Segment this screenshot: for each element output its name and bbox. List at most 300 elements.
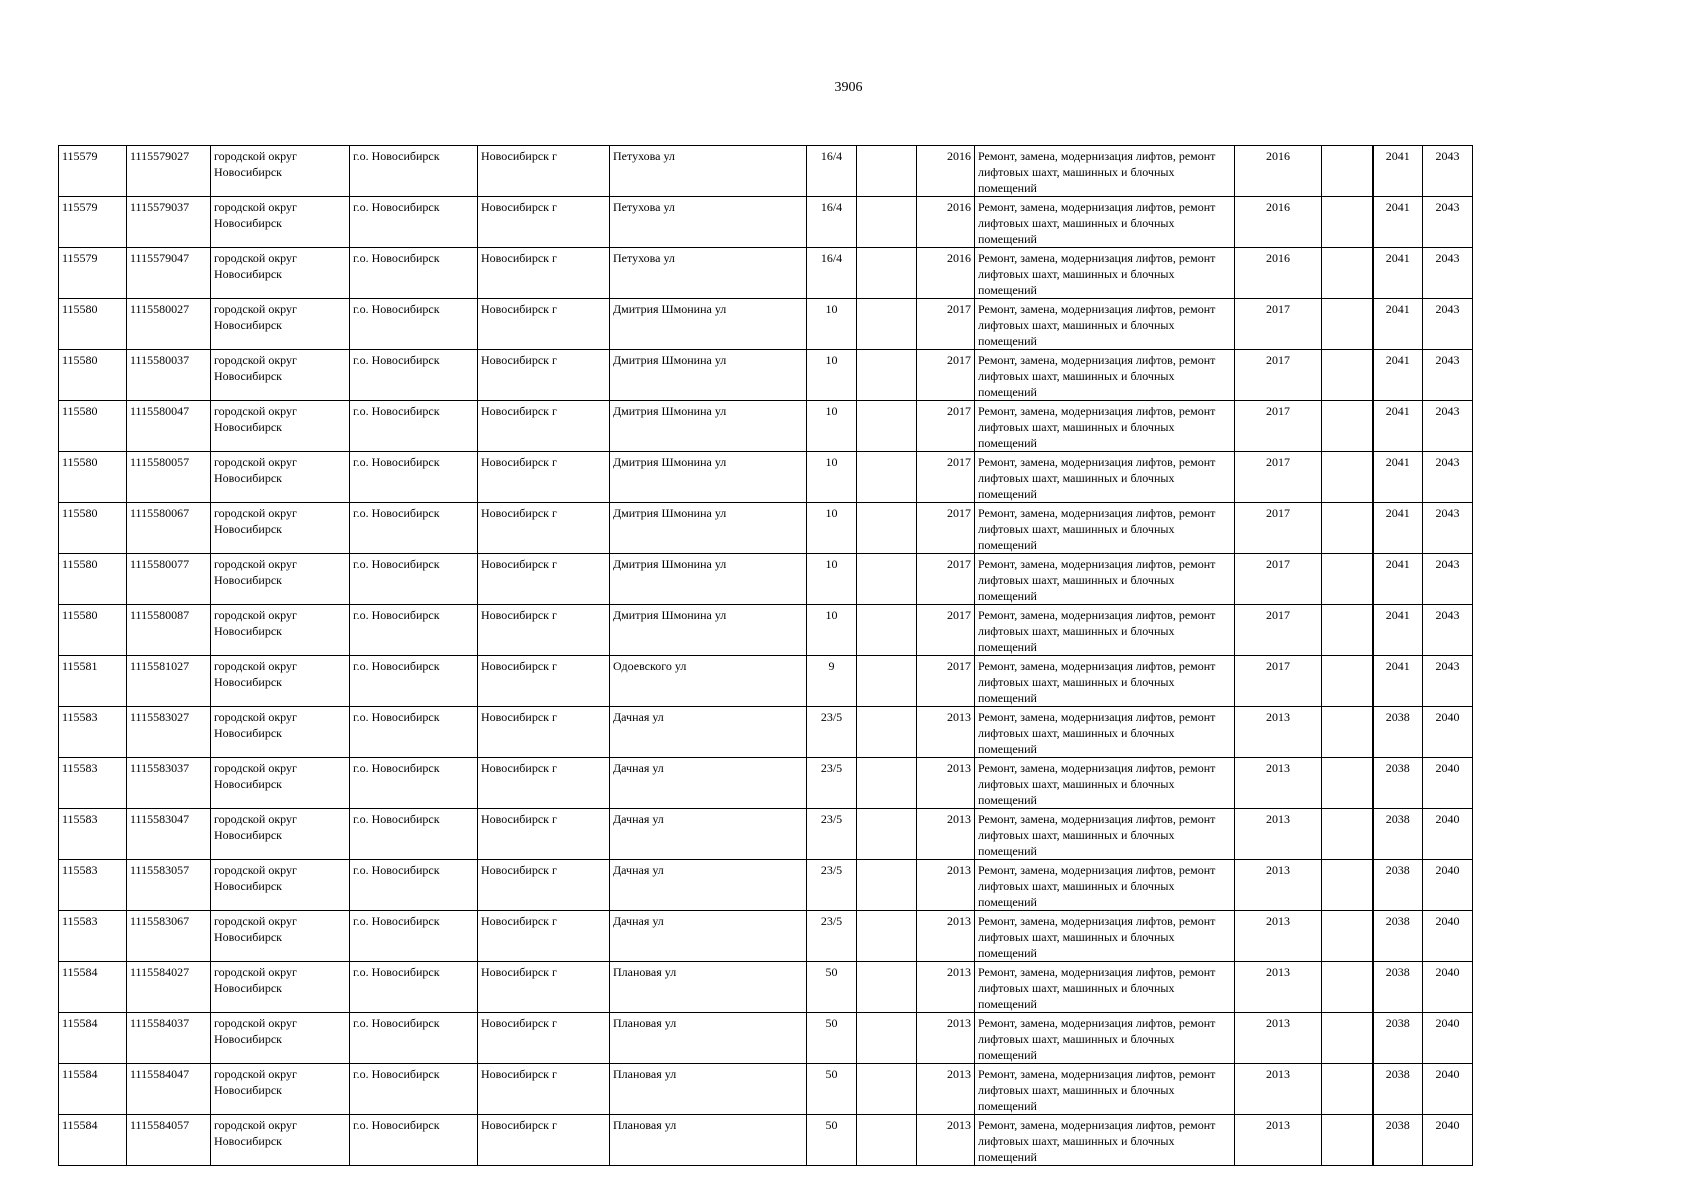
- cell-municipality: г.о. Новосибирск: [350, 1013, 478, 1064]
- cell-street: Плановая ул: [610, 1013, 807, 1064]
- cell-id: 115580: [59, 401, 127, 452]
- table-row: [59, 911, 1473, 962]
- cell-district: городской округ Новосибирск: [211, 1115, 350, 1166]
- cell-year-built: 2013: [917, 1064, 975, 1115]
- cell-district: городской округ Новосибирск: [211, 248, 350, 299]
- cell-id: 115580: [59, 350, 127, 401]
- cell-code: 1115579047: [127, 248, 211, 299]
- cell-id: 115580: [59, 503, 127, 554]
- table-row: [59, 809, 1473, 860]
- cell-house: 23/5: [807, 860, 857, 911]
- cell-work-type: Ремонт, замена, модернизация лифтов, ремонт лифтовых шахт, машинных и блочных помещений: [975, 452, 1235, 503]
- cell-id: 115583: [59, 758, 127, 809]
- cell-blank: [1322, 605, 1373, 656]
- cell-year-last: 2013: [1235, 860, 1322, 911]
- cell-year-last: 2017: [1235, 605, 1322, 656]
- cell-street: Одоевского ул: [610, 656, 807, 707]
- table-row: [59, 1064, 1473, 1115]
- cell-house: 10: [807, 503, 857, 554]
- cell-street: Дачная ул: [610, 911, 807, 962]
- cell-year-last: 2017: [1235, 656, 1322, 707]
- cell-municipality: г.о. Новосибирск: [350, 503, 478, 554]
- cell-street: Дмитрия Шмонина ул: [610, 452, 807, 503]
- cell-blank: [1322, 350, 1373, 401]
- cell-year-from: 2038: [1373, 809, 1423, 860]
- cell-district: городской округ Новосибирск: [211, 503, 350, 554]
- cell-code: 1115580057: [127, 452, 211, 503]
- cell-year-last: 2013: [1235, 758, 1322, 809]
- cell-blank: [1322, 146, 1373, 197]
- cell-municipality: г.о. Новосибирск: [350, 248, 478, 299]
- cell-house: 50: [807, 1115, 857, 1166]
- cell-year-to: 2043: [1423, 656, 1473, 707]
- cell-city: Новосибирск г: [478, 503, 610, 554]
- cell-blank: [1322, 656, 1373, 707]
- cell-house: 10: [807, 401, 857, 452]
- cell-house: 50: [807, 1064, 857, 1115]
- cell-year-last: 2013: [1235, 1013, 1322, 1064]
- cell-year-built: 2013: [917, 860, 975, 911]
- cell-house: 23/5: [807, 911, 857, 962]
- cell-extra: [857, 707, 917, 758]
- cell-city: Новосибирск г: [478, 350, 610, 401]
- cell-code: 1115580077: [127, 554, 211, 605]
- cell-district: городской округ Новосибирск: [211, 860, 350, 911]
- cell-extra: [857, 299, 917, 350]
- cell-code: 1115579037: [127, 197, 211, 248]
- cell-city: Новосибирск г: [478, 299, 610, 350]
- cell-street: Дачная ул: [610, 809, 807, 860]
- cell-id: 115583: [59, 911, 127, 962]
- table-row: [59, 1115, 1473, 1166]
- cell-house: 23/5: [807, 707, 857, 758]
- cell-blank: [1322, 1064, 1373, 1115]
- cell-code: 1115584057: [127, 1115, 211, 1166]
- cell-year-last: 2016: [1235, 197, 1322, 248]
- table-row: [59, 962, 1473, 1013]
- table-body: [59, 146, 1473, 1166]
- cell-id: 115583: [59, 809, 127, 860]
- cell-district: городской округ Новосибирск: [211, 809, 350, 860]
- cell-code: 1115584027: [127, 962, 211, 1013]
- cell-district: городской округ Новосибирск: [211, 401, 350, 452]
- cell-extra: [857, 452, 917, 503]
- cell-year-from: 2041: [1373, 248, 1423, 299]
- cell-extra: [857, 1064, 917, 1115]
- cell-district: городской округ Новосибирск: [211, 146, 350, 197]
- cell-extra: [857, 503, 917, 554]
- cell-blank: [1322, 248, 1373, 299]
- cell-street: Дмитрия Шмонина ул: [610, 350, 807, 401]
- cell-year-from: 2041: [1373, 197, 1423, 248]
- cell-municipality: г.о. Новосибирск: [350, 758, 478, 809]
- cell-id: 115580: [59, 299, 127, 350]
- cell-year-built: 2016: [917, 197, 975, 248]
- cell-municipality: г.о. Новосибирск: [350, 707, 478, 758]
- table-row: [59, 605, 1473, 656]
- cell-year-built: 2017: [917, 401, 975, 452]
- cell-year-last: 2017: [1235, 401, 1322, 452]
- cell-municipality: г.о. Новосибирск: [350, 350, 478, 401]
- cell-year-from: 2038: [1373, 860, 1423, 911]
- cell-year-to: 2040: [1423, 911, 1473, 962]
- cell-house: 50: [807, 962, 857, 1013]
- cell-blank: [1322, 1013, 1373, 1064]
- cell-year-from: 2041: [1373, 350, 1423, 401]
- cell-blank: [1322, 707, 1373, 758]
- cell-year-from: 2038: [1373, 1115, 1423, 1166]
- cell-street: Дачная ул: [610, 707, 807, 758]
- cell-blank: [1322, 197, 1373, 248]
- table-row: [59, 248, 1473, 299]
- cell-house: 10: [807, 299, 857, 350]
- cell-blank: [1322, 962, 1373, 1013]
- cell-city: Новосибирск г: [478, 1115, 610, 1166]
- cell-year-to: 2043: [1423, 401, 1473, 452]
- cell-work-type: Ремонт, замена, модернизация лифтов, ремонт лифтовых шахт, машинных и блочных помещений: [975, 605, 1235, 656]
- cell-house: 16/4: [807, 197, 857, 248]
- cell-year-last: 2017: [1235, 350, 1322, 401]
- cell-work-type: Ремонт, замена, модернизация лифтов, ремонт лифтовых шахт, машинных и блочных помещений: [975, 503, 1235, 554]
- cell-code: 1115580087: [127, 605, 211, 656]
- cell-year-built: 2013: [917, 809, 975, 860]
- table-row: [59, 758, 1473, 809]
- cell-house: 50: [807, 1013, 857, 1064]
- cell-year-to: 2043: [1423, 299, 1473, 350]
- cell-year-from: 2041: [1373, 554, 1423, 605]
- cell-code: 1115584047: [127, 1064, 211, 1115]
- cell-work-type: Ремонт, замена, модернизация лифтов, ремонт лифтовых шахт, машинных и блочных помещений: [975, 248, 1235, 299]
- cell-year-last: 2013: [1235, 911, 1322, 962]
- cell-municipality: г.о. Новосибирск: [350, 860, 478, 911]
- cell-municipality: г.о. Новосибирск: [350, 962, 478, 1013]
- cell-year-to: 2040: [1423, 1013, 1473, 1064]
- cell-extra: [857, 146, 917, 197]
- cell-street: Дачная ул: [610, 860, 807, 911]
- cell-city: Новосибирск г: [478, 707, 610, 758]
- cell-street: Плановая ул: [610, 1064, 807, 1115]
- cell-work-type: Ремонт, замена, модернизация лифтов, ремонт лифтовых шахт, машинных и блочных помещений: [975, 707, 1235, 758]
- cell-year-built: 2013: [917, 1115, 975, 1166]
- cell-municipality: г.о. Новосибирск: [350, 809, 478, 860]
- cell-year-to: 2040: [1423, 962, 1473, 1013]
- cell-year-last: 2013: [1235, 962, 1322, 1013]
- cell-year-from: 2041: [1373, 503, 1423, 554]
- cell-id: 115580: [59, 452, 127, 503]
- cell-year-to: 2040: [1423, 707, 1473, 758]
- cell-code: 1115583037: [127, 758, 211, 809]
- cell-extra: [857, 656, 917, 707]
- cell-work-type: Ремонт, замена, модернизация лифтов, ремонт лифтовых шахт, машинных и блочных помещений: [975, 911, 1235, 962]
- cell-district: городской округ Новосибирск: [211, 1064, 350, 1115]
- cell-work-type: Ремонт, замена, модернизация лифтов, ремонт лифтовых шахт, машинных и блочных помещений: [975, 350, 1235, 401]
- cell-year-to: 2043: [1423, 197, 1473, 248]
- cell-work-type: Ремонт, замена, модернизация лифтов, ремонт лифтовых шахт, машинных и блочных помещений: [975, 1115, 1235, 1166]
- cell-house: 10: [807, 605, 857, 656]
- cell-year-to: 2043: [1423, 452, 1473, 503]
- cell-id: 115583: [59, 707, 127, 758]
- cell-year-built: 2017: [917, 452, 975, 503]
- cell-extra: [857, 554, 917, 605]
- cell-city: Новосибирск г: [478, 656, 610, 707]
- cell-city: Новосибирск г: [478, 962, 610, 1013]
- cell-extra: [857, 401, 917, 452]
- cell-id: 115580: [59, 554, 127, 605]
- cell-city: Новосибирск г: [478, 1013, 610, 1064]
- cell-year-built: 2013: [917, 1013, 975, 1064]
- cell-year-to: 2040: [1423, 1115, 1473, 1166]
- cell-code: 1115580047: [127, 401, 211, 452]
- cell-year-built: 2017: [917, 554, 975, 605]
- cell-year-last: 2017: [1235, 554, 1322, 605]
- cell-year-to: 2040: [1423, 860, 1473, 911]
- cell-city: Новосибирск г: [478, 197, 610, 248]
- cell-work-type: Ремонт, замена, модернизация лифтов, ремонт лифтовых шахт, машинных и блочных помещений: [975, 146, 1235, 197]
- cell-house: 9: [807, 656, 857, 707]
- cell-street: Дачная ул: [610, 758, 807, 809]
- cell-id: 115581: [59, 656, 127, 707]
- cell-code: 1115583027: [127, 707, 211, 758]
- cell-city: Новосибирск г: [478, 809, 610, 860]
- cell-municipality: г.о. Новосибирск: [350, 1064, 478, 1115]
- cell-blank: [1322, 809, 1373, 860]
- cell-blank: [1322, 758, 1373, 809]
- cell-work-type: Ремонт, замена, модернизация лифтов, ремонт лифтовых шахт, машинных и блочных помещений: [975, 758, 1235, 809]
- table-row: [59, 452, 1473, 503]
- cell-street: Петухова ул: [610, 197, 807, 248]
- cell-blank: [1322, 554, 1373, 605]
- cell-year-built: 2017: [917, 605, 975, 656]
- cell-municipality: г.о. Новосибирск: [350, 401, 478, 452]
- cell-year-built: 2017: [917, 656, 975, 707]
- cell-blank: [1322, 299, 1373, 350]
- cell-district: городской округ Новосибирск: [211, 911, 350, 962]
- cell-municipality: г.о. Новосибирск: [350, 452, 478, 503]
- table-row: [59, 707, 1473, 758]
- cell-id: 115579: [59, 146, 127, 197]
- cell-extra: [857, 350, 917, 401]
- cell-year-to: 2040: [1423, 1064, 1473, 1115]
- cell-blank: [1322, 503, 1373, 554]
- table-row: [59, 350, 1473, 401]
- table-row: [59, 503, 1473, 554]
- cell-street: Дмитрия Шмонина ул: [610, 401, 807, 452]
- cell-municipality: г.о. Новосибирск: [350, 554, 478, 605]
- cell-extra: [857, 809, 917, 860]
- cell-city: Новосибирск г: [478, 605, 610, 656]
- cell-work-type: Ремонт, замена, модернизация лифтов, ремонт лифтовых шахт, машинных и блочных помещений: [975, 860, 1235, 911]
- table-row: [59, 860, 1473, 911]
- cell-year-from: 2038: [1373, 1013, 1423, 1064]
- cell-city: Новосибирск г: [478, 452, 610, 503]
- cell-year-last: 2017: [1235, 452, 1322, 503]
- cell-municipality: г.о. Новосибирск: [350, 1115, 478, 1166]
- cell-year-from: 2041: [1373, 605, 1423, 656]
- cell-year-built: 2013: [917, 707, 975, 758]
- cell-year-last: 2013: [1235, 707, 1322, 758]
- cell-city: Новосибирск г: [478, 758, 610, 809]
- cell-city: Новосибирск г: [478, 554, 610, 605]
- cell-year-built: 2013: [917, 758, 975, 809]
- cell-street: Дмитрия Шмонина ул: [610, 554, 807, 605]
- cell-city: Новосибирск г: [478, 911, 610, 962]
- cell-year-last: 2016: [1235, 248, 1322, 299]
- cell-street: Дмитрия Шмонина ул: [610, 503, 807, 554]
- cell-year-from: 2038: [1373, 911, 1423, 962]
- cell-house: 23/5: [807, 809, 857, 860]
- cell-code: 1115580067: [127, 503, 211, 554]
- cell-district: городской округ Новосибирск: [211, 962, 350, 1013]
- cell-house: 10: [807, 350, 857, 401]
- cell-work-type: Ремонт, замена, модернизация лифтов, ремонт лифтовых шахт, машинных и блочных помещений: [975, 554, 1235, 605]
- cell-year-to: 2043: [1423, 554, 1473, 605]
- cell-year-built: 2017: [917, 503, 975, 554]
- table-row: [59, 1013, 1473, 1064]
- cell-year-from: 2038: [1373, 707, 1423, 758]
- cell-municipality: г.о. Новосибирск: [350, 656, 478, 707]
- cell-work-type: Ремонт, замена, модернизация лифтов, ремонт лифтовых шахт, машинных и блочных помещений: [975, 299, 1235, 350]
- cell-code: 1115584037: [127, 1013, 211, 1064]
- cell-year-last: 2016: [1235, 146, 1322, 197]
- cell-year-from: 2038: [1373, 1064, 1423, 1115]
- cell-district: городской округ Новосибирск: [211, 350, 350, 401]
- cell-district: городской округ Новосибирск: [211, 554, 350, 605]
- cell-house: 16/4: [807, 146, 857, 197]
- cell-year-to: 2043: [1423, 503, 1473, 554]
- cell-year-from: 2038: [1373, 758, 1423, 809]
- cell-year-last: 2017: [1235, 299, 1322, 350]
- cell-work-type: Ремонт, замена, модернизация лифтов, ремонт лифтовых шахт, машинных и блочных помещений: [975, 197, 1235, 248]
- cell-extra: [857, 248, 917, 299]
- cell-year-from: 2041: [1373, 299, 1423, 350]
- cell-district: городской округ Новосибирск: [211, 707, 350, 758]
- cell-year-from: 2041: [1373, 401, 1423, 452]
- cell-city: Новосибирск г: [478, 146, 610, 197]
- cell-extra: [857, 911, 917, 962]
- cell-street: Петухова ул: [610, 248, 807, 299]
- cell-year-last: 2017: [1235, 503, 1322, 554]
- cell-year-to: 2043: [1423, 146, 1473, 197]
- cell-year-built: 2016: [917, 146, 975, 197]
- cell-id: 115583: [59, 860, 127, 911]
- cell-id: 115580: [59, 605, 127, 656]
- cell-district: городской округ Новосибирск: [211, 197, 350, 248]
- cell-street: Петухова ул: [610, 146, 807, 197]
- cell-year-from: 2041: [1373, 146, 1423, 197]
- cell-district: городской округ Новосибирск: [211, 452, 350, 503]
- cell-id: 115584: [59, 1013, 127, 1064]
- cell-work-type: Ремонт, замена, модернизация лифтов, ремонт лифтовых шахт, машинных и блочных помещений: [975, 1013, 1235, 1064]
- cell-extra: [857, 860, 917, 911]
- cell-id: 115584: [59, 1064, 127, 1115]
- cell-district: городской округ Новосибирск: [211, 758, 350, 809]
- cell-street: Дмитрия Шмонина ул: [610, 605, 807, 656]
- cell-blank: [1322, 911, 1373, 962]
- cell-blank: [1322, 452, 1373, 503]
- cell-code: 1115579027: [127, 146, 211, 197]
- cell-house: 23/5: [807, 758, 857, 809]
- cell-work-type: Ремонт, замена, модернизация лифтов, ремонт лифтовых шахт, машинных и блочных помещений: [975, 401, 1235, 452]
- cell-municipality: г.о. Новосибирск: [350, 911, 478, 962]
- cell-year-to: 2043: [1423, 350, 1473, 401]
- table-row: [59, 554, 1473, 605]
- cell-street: Плановая ул: [610, 962, 807, 1013]
- cell-year-built: 2013: [917, 911, 975, 962]
- cell-year-built: 2017: [917, 299, 975, 350]
- cell-district: городской округ Новосибирск: [211, 299, 350, 350]
- cell-blank: [1322, 1115, 1373, 1166]
- cell-work-type: Ремонт, замена, модернизация лифтов, ремонт лифтовых шахт, машинных и блочных помещений: [975, 809, 1235, 860]
- cell-district: городской округ Новосибирск: [211, 1013, 350, 1064]
- cell-year-built: 2013: [917, 962, 975, 1013]
- cell-extra: [857, 758, 917, 809]
- cell-extra: [857, 605, 917, 656]
- cell-year-last: 2013: [1235, 809, 1322, 860]
- cell-city: Новосибирск г: [478, 248, 610, 299]
- cell-code: 1115583057: [127, 860, 211, 911]
- cell-extra: [857, 197, 917, 248]
- cell-year-to: 2043: [1423, 248, 1473, 299]
- cell-year-built: 2017: [917, 350, 975, 401]
- table-row: [59, 299, 1473, 350]
- cell-district: городской округ Новосибирск: [211, 656, 350, 707]
- cell-id: 115584: [59, 1115, 127, 1166]
- cell-year-from: 2038: [1373, 962, 1423, 1013]
- cell-municipality: г.о. Новосибирск: [350, 197, 478, 248]
- cell-code: 1115583067: [127, 911, 211, 962]
- cell-work-type: Ремонт, замена, модернизация лифтов, ремонт лифтовых шахт, машинных и блочных помещений: [975, 656, 1235, 707]
- cell-district: городской округ Новосибирск: [211, 605, 350, 656]
- cell-code: 1115581027: [127, 656, 211, 707]
- cell-street: Плановая ул: [610, 1115, 807, 1166]
- cell-municipality: г.о. Новосибирск: [350, 146, 478, 197]
- cell-street: Дмитрия Шмонина ул: [610, 299, 807, 350]
- cell-city: Новосибирск г: [478, 401, 610, 452]
- cell-year-to: 2040: [1423, 758, 1473, 809]
- cell-extra: [857, 1115, 917, 1166]
- cell-year-last: 2013: [1235, 1115, 1322, 1166]
- table-row: [59, 146, 1473, 197]
- cell-year-from: 2041: [1373, 656, 1423, 707]
- cell-extra: [857, 1013, 917, 1064]
- cell-house: 10: [807, 554, 857, 605]
- cell-blank: [1322, 401, 1373, 452]
- cell-house: 16/4: [807, 248, 857, 299]
- cell-work-type: Ремонт, замена, модернизация лифтов, ремонт лифтовых шахт, машинных и блочных помещений: [975, 1064, 1235, 1115]
- cell-id: 115579: [59, 248, 127, 299]
- cell-id: 115579: [59, 197, 127, 248]
- cell-year-to: 2040: [1423, 809, 1473, 860]
- cell-code: 1115583047: [127, 809, 211, 860]
- cell-extra: [857, 962, 917, 1013]
- cell-municipality: г.о. Новосибирск: [350, 299, 478, 350]
- cell-code: 1115580027: [127, 299, 211, 350]
- cell-id: 115584: [59, 962, 127, 1013]
- table-row: [59, 197, 1473, 248]
- cell-municipality: г.о. Новосибирск: [350, 605, 478, 656]
- table-row: [59, 401, 1473, 452]
- page-number: 3906: [834, 80, 863, 95]
- cell-year-last: 2013: [1235, 1064, 1322, 1115]
- cell-year-built: 2016: [917, 248, 975, 299]
- cell-city: Новосибирск г: [478, 860, 610, 911]
- cell-year-from: 2041: [1373, 452, 1423, 503]
- cell-code: 1115580037: [127, 350, 211, 401]
- cell-work-type: Ремонт, замена, модернизация лифтов, ремонт лифтовых шахт, машинных и блочных помещений: [975, 962, 1235, 1013]
- cell-city: Новосибирск г: [478, 1064, 610, 1115]
- cell-house: 10: [807, 452, 857, 503]
- cell-blank: [1322, 860, 1373, 911]
